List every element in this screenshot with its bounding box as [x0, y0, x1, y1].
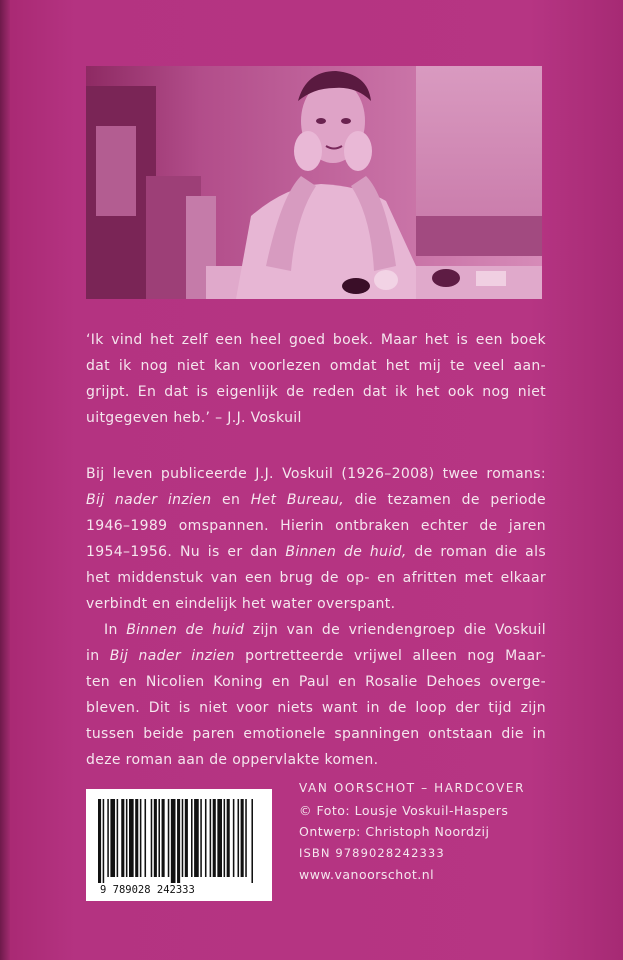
book-title: Bij nader inzien	[109, 648, 235, 664]
blurb-line: 1946–1989 omspannen. Hierin ontbraken echter de jaren	[86, 518, 546, 534]
barcode-bar	[126, 799, 128, 877]
barcode-bar	[213, 799, 216, 877]
blurb-text: zijn van de vriendengroep die Voskuil	[244, 622, 546, 638]
blurb-line	[86, 487, 546, 513]
barcode-bar	[238, 799, 240, 877]
barcode-bar	[103, 799, 105, 883]
barcode-bar	[245, 799, 247, 877]
barcode-bar	[217, 799, 222, 877]
blurb-line: bleven. Dit is niet voor niets want in de loop der tijd zijn	[86, 700, 546, 716]
barcode-bar	[121, 799, 124, 877]
book-title: Binnen de huid,	[285, 544, 407, 560]
barcode-bar	[107, 799, 109, 877]
blurb-text: en	[211, 492, 251, 508]
blurb-text: in	[86, 648, 110, 664]
barcode-bar	[110, 799, 115, 877]
portrait-photo-icon	[86, 66, 542, 299]
blurb-line	[86, 539, 546, 565]
blurb-line	[86, 617, 546, 643]
barcode-bar	[117, 799, 119, 877]
barcode-bar	[200, 799, 202, 877]
barcode-bar	[162, 799, 165, 877]
barcode-icon	[86, 789, 272, 901]
barcode	[86, 789, 272, 901]
barcode-bar	[151, 799, 153, 877]
barcode-digits: 9 789028 242333	[100, 884, 195, 896]
barcode-bar	[194, 799, 199, 877]
barcode-bar	[191, 799, 193, 877]
blurb-line: Bij leven publiceerde J.J. Voskuil (1926–2008) twee romans:	[86, 466, 546, 482]
quote-line: uitgegeven heb.’ – J.J. Voskuil	[86, 410, 302, 426]
barcode-bar	[154, 799, 157, 877]
quote-line: dat ik nog niet kan voorlezen omdat het mij te veel aan-	[86, 358, 546, 374]
barcode-bar	[135, 799, 138, 877]
barcode-bar	[140, 799, 142, 877]
barcode-bar	[145, 799, 147, 877]
barcode-bar	[205, 799, 207, 877]
blurb-text: de roman die als	[406, 544, 546, 560]
barcode-bar	[185, 799, 188, 877]
blurb-text: 1954–1956. Nu is er dan	[86, 544, 286, 560]
blurb-line: verbindt en eindelijk het water overspant.	[86, 596, 396, 612]
blurb-line: ten en Nicolien Koning en Paul en Rosalie Dehoes overge-	[86, 674, 546, 690]
barcode-bar	[224, 799, 226, 877]
blurb-line	[86, 643, 546, 669]
book-title: Bij nader inzien	[86, 492, 212, 508]
photo-credit: © Foto: Lousje Voskuil-Haspers	[299, 802, 509, 818]
quote-line: grijpt. En dat is eigenlijk de reden dat ik het ook nog niet	[86, 384, 546, 400]
blurb-text: die tezamen de periode	[344, 492, 546, 508]
spine-edge	[0, 0, 10, 960]
blurb-text: portretteerde vrijwel alleen nog Maar-	[234, 648, 546, 664]
design-credit: Ontwerp: Christoph Noordzij	[299, 824, 490, 839]
blurb	[86, 461, 546, 773]
book-title: Het Bureau,	[250, 492, 345, 508]
publisher-website: www.vanoorschot.nl	[299, 867, 435, 882]
barcode-bar	[98, 799, 101, 883]
barcode-bar	[182, 799, 184, 877]
barcode-bar	[177, 799, 180, 883]
barcode-bar	[129, 799, 134, 877]
blurb-paragraph-1	[86, 461, 546, 617]
blurb-text: In	[104, 622, 127, 638]
blurb-line: het middenstuk van een brug de op- en afritten met elkaar	[86, 570, 546, 586]
book-title: Binnen de huid	[126, 622, 245, 638]
author-photo	[86, 66, 542, 299]
isbn: ISBN 9789028242333	[299, 845, 445, 860]
author-quote	[86, 327, 546, 431]
barcode-bar	[251, 799, 253, 883]
barcode-bar	[168, 799, 170, 877]
barcode-bar	[241, 799, 244, 877]
barcode-bar	[233, 799, 235, 877]
blurb-line: tussen beide paren emotionele spanningen ontstaan die in	[86, 726, 546, 742]
barcode-bar	[227, 799, 230, 877]
colophon	[299, 778, 559, 886]
barcode-bar	[171, 799, 176, 883]
blurb-paragraph-2	[86, 617, 546, 773]
barcode-bar	[158, 799, 160, 877]
barcode-bar	[210, 799, 212, 877]
blurb-line: deze roman aan de oppervlakte komen.	[86, 752, 379, 768]
publisher-label: VAN OORSCHOT – HARDCOVER	[299, 781, 526, 795]
quote-line: ‘Ik vind het zelf een heel goed boek. Maar het is een boek	[86, 332, 546, 348]
